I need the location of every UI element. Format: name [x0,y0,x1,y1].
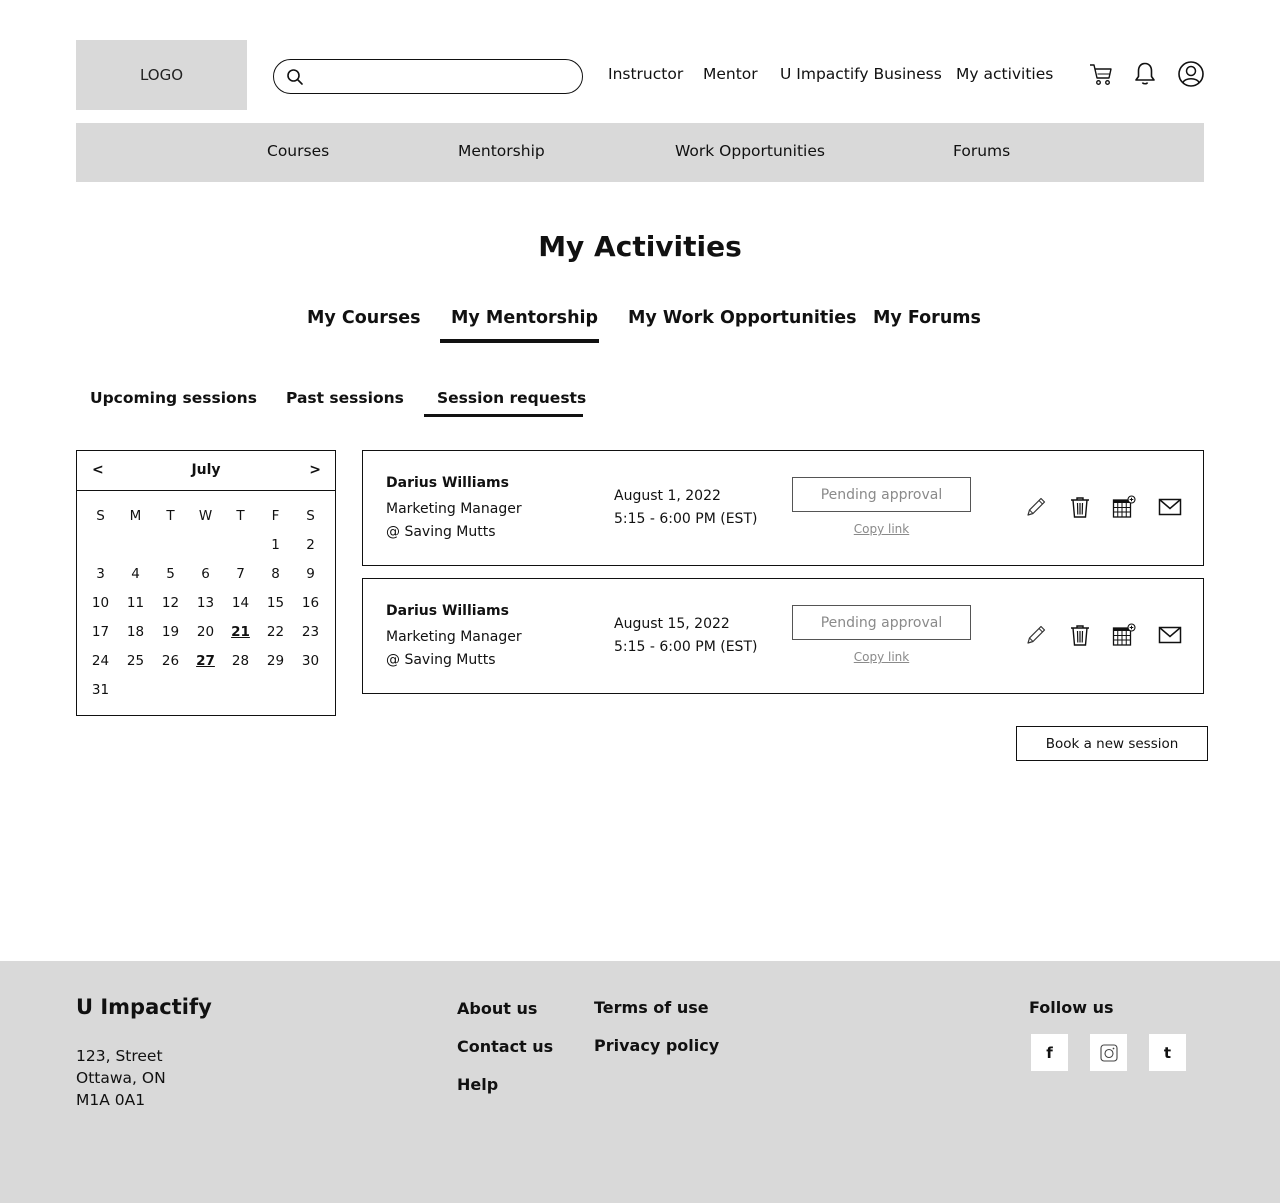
calendar-day[interactable]: 11 [126,595,145,611]
calendar-day[interactable]: 23 [301,624,320,640]
calendar-week [83,565,329,594]
session-time: 5:15 - 6:00 PM (EST) [614,639,758,655]
footer-address-line: M1A 0A1 [76,1091,146,1109]
calendar [76,450,336,716]
calendar-day[interactable]: 31 [91,682,110,698]
subtab-upcoming-sessions[interactable]: Upcoming sessions [90,389,257,407]
instagram-icon[interactable] [1090,1034,1127,1071]
status-badge: Pending approval [792,605,971,640]
calendar-empty-cell [223,681,258,710]
book-new-session-button[interactable]: Book a new session [1016,726,1208,761]
edit-icon[interactable] [1024,495,1048,519]
calendar-empty-cell [153,536,188,565]
search-icon [286,68,304,86]
footer-link-privacy-policy[interactable]: Privacy policy [594,1036,720,1055]
main-nav [76,123,1204,182]
calendar-weekday: T [166,508,175,524]
nav-instructor[interactable]: Instructor [608,65,684,83]
calendar-day[interactable]: 8 [271,566,280,582]
main-nav-courses[interactable]: Courses [267,142,330,160]
footer-address-line: Ottawa, ON [76,1069,166,1087]
footer-link-contact-us[interactable]: Contact us [457,1037,554,1056]
calendar-day[interactable]: 10 [91,595,110,611]
session-date: August 15, 2022 [614,616,730,632]
nav-business[interactable]: U Impactify Business [780,65,942,83]
mail-icon[interactable] [1158,623,1182,647]
calendar-day[interactable]: 24 [91,653,110,669]
calendar-day[interactable]: 16 [301,595,320,611]
footer-brand: U Impactify [76,995,212,1019]
calendar-day[interactable]: 17 [91,624,110,640]
calendar-day[interactable]: 25 [126,653,145,669]
calendar-day[interactable]: 27 [196,653,215,669]
main-nav-forums[interactable]: Forums [953,142,1011,160]
mail-icon[interactable] [1158,495,1182,519]
tab-my-forums[interactable]: My Forums [873,308,981,328]
search-bar[interactable] [273,59,583,94]
calendar-empty-cell [153,681,188,710]
footer-link-terms-of-use[interactable]: Terms of use [594,998,709,1017]
mentor-org: @ Saving Mutts [386,652,496,668]
mentor-role: Marketing Manager [386,629,522,645]
calendar-weekday: S [96,508,105,524]
profile-icon[interactable] [1177,60,1205,88]
tab-my-courses[interactable]: My Courses [307,308,421,328]
calendar-day[interactable]: 15 [266,595,285,611]
edit-icon[interactable] [1024,623,1048,647]
calendar-weekday: W [198,508,213,524]
trash-icon[interactable] [1068,495,1092,519]
session-card [362,578,1204,694]
calendar-empty-cell [223,536,258,565]
calendar-day[interactable]: 7 [236,566,245,582]
session-card [362,450,1204,566]
main-nav-work-opportunities[interactable]: Work Opportunities [675,142,825,160]
footer-link-help[interactable]: Help [457,1075,499,1094]
bell-icon[interactable] [1131,60,1159,88]
calendar-month: July [191,462,221,478]
calendar-week [83,536,329,565]
calendar-day[interactable]: 6 [201,566,210,582]
calendar-day[interactable]: 13 [196,595,215,611]
instagram-glyph [1099,1043,1119,1063]
calendar-day[interactable]: 4 [131,566,140,582]
add-to-calendar-icon[interactable] [1112,623,1136,647]
mentor-name: Darius Williams [386,603,509,619]
nav-my-activities[interactable]: My activities [956,65,1054,83]
calendar-week [83,681,329,710]
calendar-day[interactable]: 20 [196,624,215,640]
search-input[interactable] [304,69,582,85]
tab-my-mentorship[interactable]: My Mentorship [451,308,599,328]
mentor-org: @ Saving Mutts [386,524,496,540]
calendar-weekday: S [306,508,315,524]
calendar-empty-cell [83,536,118,565]
calendar-grid [83,507,329,710]
calendar-empty-cell [293,681,328,710]
calendar-week [83,623,329,652]
calendar-day[interactable]: 1 [271,537,280,553]
calendar-day[interactable]: 26 [161,653,180,669]
follow-us-label: Follow us [1029,998,1114,1017]
calendar-day[interactable]: 2 [306,537,315,553]
calendar-empty-cell [258,681,293,710]
calendar-day[interactable]: 9 [306,566,315,582]
active-subtab-indicator [424,414,583,417]
tumblr-icon[interactable]: t [1149,1034,1186,1071]
calendar-week [83,652,329,681]
calendar-next-button[interactable]: > [309,462,321,478]
calendar-empty-cell [188,681,223,710]
footer-address-line: 123, Street [76,1047,163,1065]
calendar-day[interactable]: 21 [231,624,250,640]
calendar-week [83,594,329,623]
calendar-empty-cell [118,681,153,710]
add-to-calendar-icon[interactable] [1112,495,1136,519]
mentor-name: Darius Williams [386,475,509,491]
nav-mentor[interactable]: Mentor [703,65,758,83]
calendar-day[interactable]: 29 [266,653,285,669]
subtab-past-sessions[interactable]: Past sessions [286,389,404,407]
calendar-empty-cell [188,536,223,565]
mentor-role: Marketing Manager [386,501,522,517]
calendar-weekday: T [236,508,245,524]
footer-link-about-us[interactable]: About us [457,999,538,1018]
calendar-day[interactable]: 28 [231,653,250,669]
copy-link[interactable]: Copy link [853,650,910,664]
calendar-day[interactable]: 19 [161,624,180,640]
calendar-day[interactable]: 22 [266,624,285,640]
calendar-empty-cell [118,536,153,565]
page-title: My Activities [538,230,742,263]
subtab-session-requests[interactable]: Session requests [437,389,587,407]
logo[interactable]: LOGO [76,40,247,110]
calendar-weekday: M [129,508,142,524]
calendar-day[interactable]: 30 [301,653,320,669]
session-date: August 1, 2022 [614,488,721,504]
active-tab-indicator [440,339,599,343]
status-badge: Pending approval [792,477,971,512]
calendar-day[interactable]: 5 [166,566,175,582]
session-time: 5:15 - 6:00 PM (EST) [614,511,758,527]
calendar-header [77,451,335,491]
trash-icon[interactable] [1068,623,1092,647]
calendar-day[interactable]: 18 [126,624,145,640]
calendar-day[interactable]: 3 [96,566,105,582]
cart-icon[interactable] [1087,60,1115,88]
main-nav-mentorship[interactable]: Mentorship [458,142,545,160]
tab-my-work-opportunities[interactable]: My Work Opportunities [628,308,857,328]
copy-link[interactable]: Copy link [853,522,910,536]
facebook-icon[interactable]: f [1031,1034,1068,1071]
calendar-day[interactable]: 14 [231,595,250,611]
footer [0,961,1280,1203]
calendar-weekday: F [271,508,280,524]
calendar-day[interactable]: 12 [161,595,180,611]
calendar-prev-button[interactable]: < [92,462,104,478]
